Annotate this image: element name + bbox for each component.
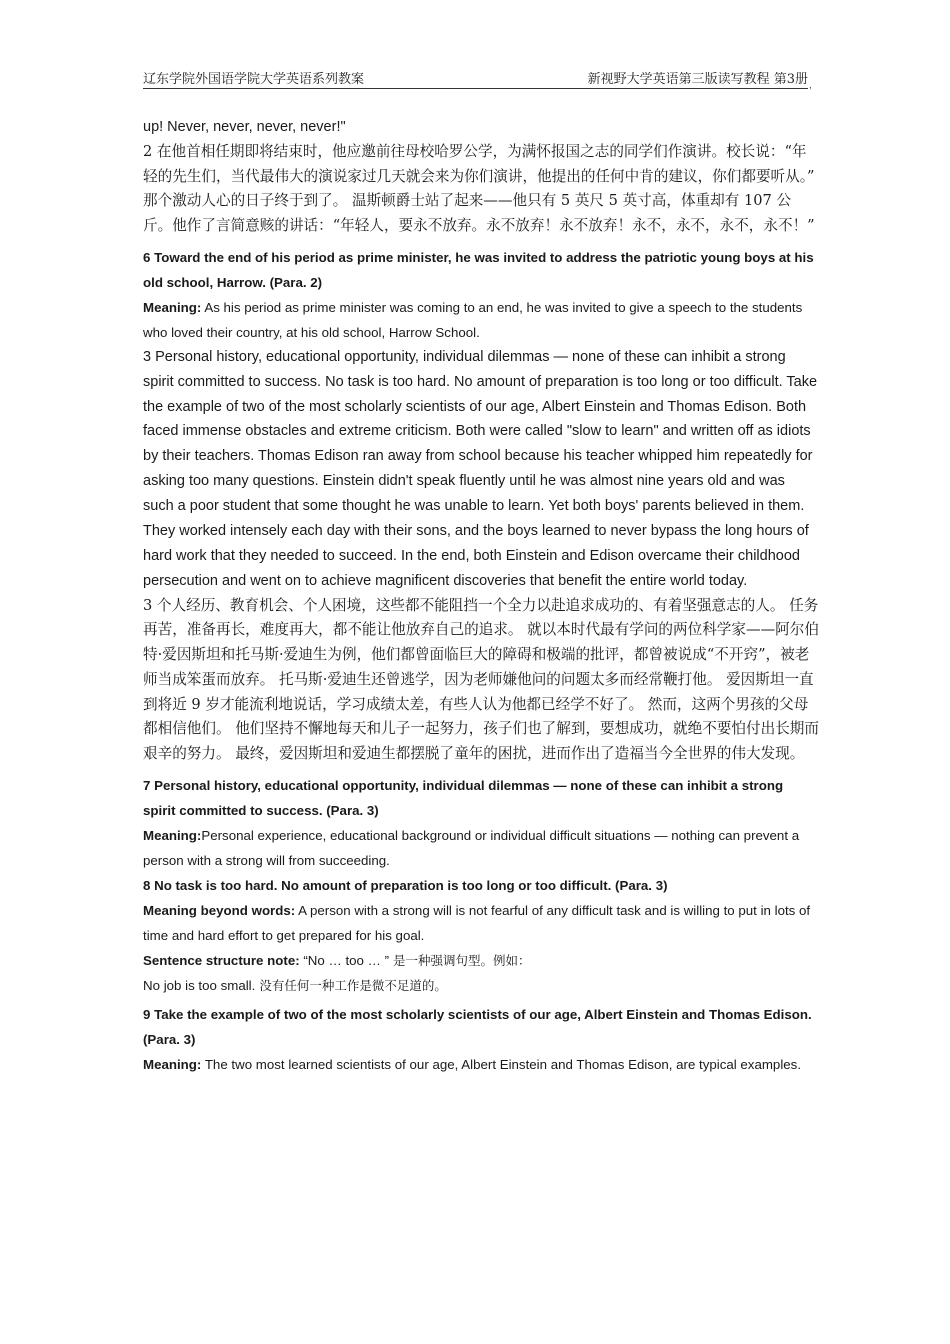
para3-english: 3 Personal history, educational opportunity, individual dilemmas — none of these can inhibit a strong spirit committed to success. No task is too hard. No amount of preparation is too long or too difficult. Take the example of two of the most scholarly scientists of our age, Albert Einstein and Thomas Edison. Both faced immense obstacles and extreme criticism. Both were called "slow to learn" and written off as idiots by their teachers. Thomas Edison ran away from school because his teacher whipped him repeatedly for asking too many questions. Einstein didn't speak fluently until he was almost nine years old and was such a poor student that some thought he was unable to learn. Yet both boys' parents believed in them. They worked intensely each day with their sons, and the boys learned to never bypass the long hours of hard work that they needed to succeed. In the end, both Einstein and Edison overcame their childhood persecution and went on to achieve magnificent discoveries that benefit the entire world today. [143,348,818,589]
page-content [143,115,819,1077]
page-header [143,68,808,89]
note7-text: Personal experience, educational background or individual difficult situations — nothing can prevent a person with a strong will from succeeding. [143,827,800,868]
header-left: 辽东学院外国语学院大学英语系列教案 [143,72,365,87]
para3-chinese: 3 个人经历、教育机会、个人困境，这些都不能阻挡一个全力以赴追求成功的、有着坚强意志的人。 任务再苦，准备再长，难度再大，都不能让他放弃自己的追求。 就以本时代最有学问的两位科学家——阿尔伯特·爱因斯坦和托马斯·爱迪生为例，他们都曾面临巨大的障碍和极端的批评，都曾被说成“不开窍”，被老师当成笨蛋而放弃。 托马斯·爱迪生还曾逃学，因为老师嫌他问的问题太多而经常鞭打他。 爱因斯坦一直到将近 9 岁才能流利地说话，学习成绩太差，有些人认为他都已经学不好了。 然而，这两个男孩的父母都相信他们。 他们坚持不懈地每天和儿子一起努力，孩子们也了解到，要想成功，就绝不要怕付出长期而艰辛的努力。 最终，爱因斯坦和爱迪生都摆脱了童年的困扰，进而作出了造福当今全世界的伟大发现。 [143,596,819,762]
header-right: 新视野大学英语第三版读写教程 第3册 [587,72,808,87]
note9-meaning [143,1052,819,1077]
note6-label: Meaning: [143,299,202,315]
para2-english-end: up! Never, never, never, never!" [143,119,346,135]
note6-title: 6 Toward the end of his period as prime minister, he was invited to address the patriotic young boys at his old school, Harrow. (Para. 2) [143,249,814,290]
note8-structure-cn: 是一种强调句型。例如： [389,952,531,968]
note8-label: Meaning beyond words: [143,902,296,918]
para2-chinese: 2 在他首相任期即将结束时，他应邀前往母校哈罗公学，为满怀报国之志的同学们作演讲。校长说：“年轻的先生们，当代最伟大的演说家过几天就会来为你们演讲，他提出的任何中肯的建议，你们都要听从。” 那个激动人心的日子终于到了。 温斯顿爵士站了起来——他只有 5 英尺 5 英寸高，体重却有 107 公斤。他作了言简意赅的讲话：“年轻人，要永不放弃。永不放弃！永不放弃！永不，永不，永不，永不！” [143,142,815,235]
note6-meaning [143,295,819,345]
note8-example-en: No job is too small. [143,977,256,993]
note9-title: 9 Take the example of two of the most scholarly scientists of our age, Albert Einstein and Thomas Edison. (Para. 3) [143,1006,812,1047]
note8-example-cn: 没有任何一种工作是微不足道的。 [255,977,447,993]
note8-structure [143,948,819,973]
note7-label: Meaning: [143,827,202,843]
note8-structure-label: Sentence structure note: [143,952,300,968]
header-mark: , [809,80,812,91]
note7-meaning [143,823,819,873]
note8-structure-text: “No … too … ” [299,952,390,968]
note9-label: Meaning: [143,1056,202,1072]
note8-text: A person with a strong will is not fearful of any difficult task and is willing to put in lots of time and hard effort to get prepared for his goal. [143,902,811,943]
note7-title: 7 Personal history, educational opportunity, individual dilemmas — none of these can inhibit a strong spirit committed to success. (Para. 3) [143,777,784,818]
note8-title: 8 No task is too hard. No amount of preparation is too long or too difficult. (Para. 3) [143,877,668,893]
note8-meaning [143,898,819,948]
note6-text: As his period as prime minister was coming to an end, he was invited to give a speech to the students who loved their country, at his old school, Harrow School. [143,299,803,340]
note9-text: The two most learned scientists of our age, Albert Einstein and Thomas Edison, are typical examples. [201,1056,802,1072]
note8-example [143,973,819,998]
